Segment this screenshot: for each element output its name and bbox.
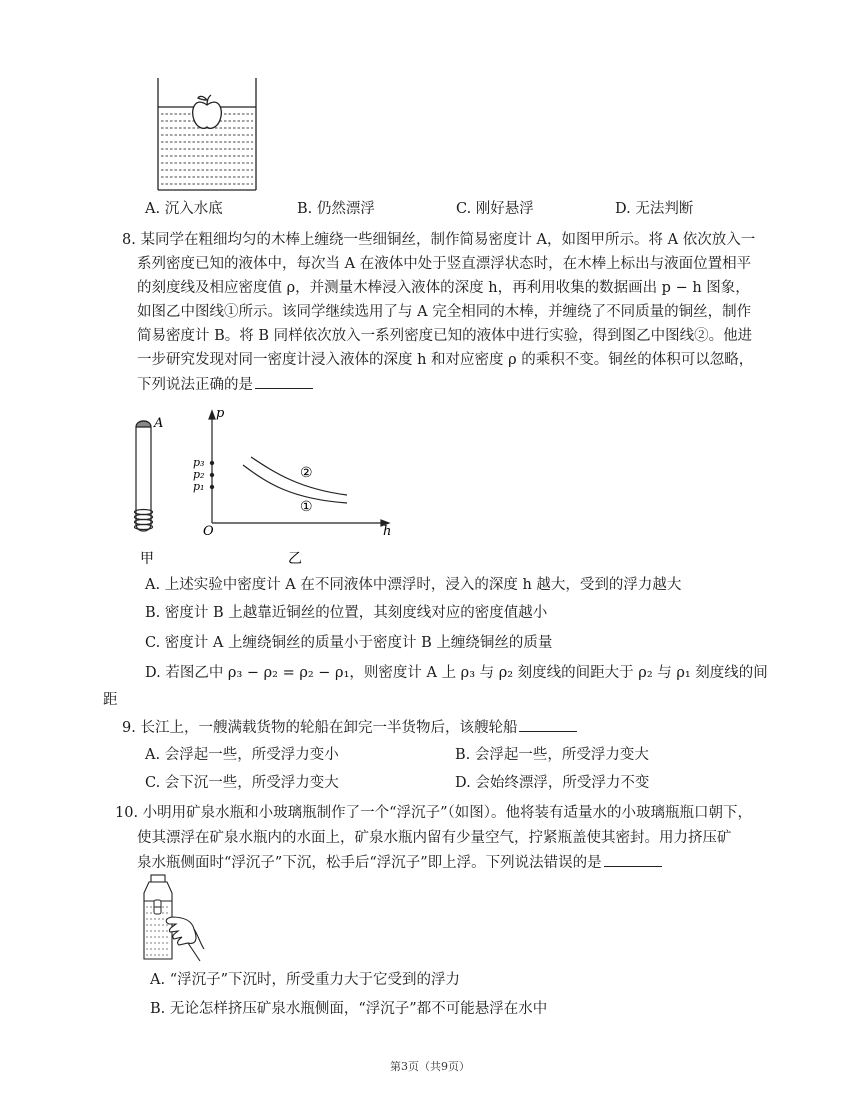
q7-option-d: D. 无法判断 (615, 201, 694, 217)
q7-option-b: B. 仍然漂浮 (297, 201, 375, 217)
answer-blank (519, 717, 577, 732)
q9-stem: 9. 长江上，一艘满载货物的轮船在卸完一半货物后，该艘轮船 (122, 717, 577, 738)
q9-option-a: A. 会浮起一些，所受浮力变小 (145, 747, 339, 763)
q8-option-d: D. 若图乙中 ρ₃ − ρ₂ = ρ₂ − ρ₁，则密度计 A 上 ρ₃ 与 ρ₂ 刻度线的间距大于 ρ₂ 与 ρ₁ 刻度线的间 (145, 665, 768, 681)
q7-option-c: C. 刚好悬浮 (456, 201, 534, 217)
answer-blank (604, 852, 662, 867)
q9-option-d: D. 会始终漂浮，所受浮力不变 (455, 775, 650, 791)
curve-2-label: ② (300, 465, 313, 481)
cartesian-diver-figure (136, 873, 206, 963)
q8-line-7: 下列说法正确的是 (137, 374, 313, 395)
q7-option-a: A. 沉入水底 (145, 201, 223, 217)
curve-1 (243, 465, 347, 503)
q8-option-d-cont: 距 (103, 692, 118, 708)
tick-p3: p₃ (193, 456, 205, 469)
q8-option-a: A. 上述实验中密度计 A 在不同液体中漂浮时，浸入的深度 h 越大，受到的浮力越大 (145, 577, 682, 593)
small-vial (154, 900, 161, 914)
tick-p1: p₁ (193, 480, 205, 493)
q10-option-a: A. “浮沉子”下沉时，所受重力大于它受到的浮力 (150, 972, 461, 988)
q10-line-3: 泉水瓶侧面时“浮沉子”下沉，松手后“浮沉子”即上浮。下列说法错误的是 (137, 852, 662, 873)
density-meter-rod (135, 421, 153, 531)
origin-label: O (203, 524, 214, 539)
q8-option-b: B. 密度计 B 上越靠近铜丝的位置，其刻度线对应的密度值越小 (145, 605, 548, 621)
q8-line-6: 一步研究发现对同一密度计浸入液体的深度 h 和对应密度 ρ 的乘积不变。铜丝的体积可以忽略， (137, 352, 754, 368)
q10-line-1: 10. 小明用矿泉水瓶和小玻璃瓶制作了一个“浮沉子”（如图）。他将装有适量水的小玻璃瓶瓶口朝下， (115, 805, 752, 821)
answer-blank (255, 374, 313, 389)
curve-1-label: ① (300, 499, 313, 515)
q8-option-c: C. 密度计 A 上缠绕铜丝的质量小于密度计 B 上缠绕铜丝的质量 (145, 635, 553, 651)
caption-yi: 乙 (288, 551, 302, 567)
q9-option-b: B. 会浮起一些，所受浮力变大 (455, 747, 649, 763)
apple-icon (193, 95, 222, 128)
beaker-apple-figure (150, 78, 262, 193)
caption-jia: 甲 (140, 551, 154, 567)
q8-figure (125, 405, 405, 570)
q10-option-b: B. 无论怎样挤压矿泉水瓶侧面，“浮沉子”都不可能悬浮在水中 (150, 1001, 548, 1017)
x-axis-label: h (383, 524, 392, 539)
q9-option-c: C. 会下沉一些，所受浮力变大 (145, 775, 339, 791)
curve-2 (251, 457, 347, 495)
q8-line-5: 简易密度计 B。将 B 同样依次放入一系列密度已知的液体中进行实验，得到图乙中图线②。他进 (137, 328, 753, 344)
q8-line-3: 的刻度线及相应密度值 ρ，并测量木棒浸入液体的深度 h，再利用收集的数据画出 p − h 图象， (137, 280, 750, 296)
q8-line-1: 8. 某同学在粗细均匀的木棒上缠绕一些细铜丝，制作简易密度计 A，如图甲所示。将 A 依次放入一 (122, 232, 756, 248)
q8-line-2: 系列密度已知的液体中，每次当 A 在液体中处于竖直漂浮状态时，在木棒上标出与液面位置相平 (137, 256, 752, 272)
page-footer: 第3页（共9页） (390, 1060, 470, 1073)
tick-p2: p₂ (193, 468, 205, 481)
rod-label: A (154, 416, 164, 431)
y-axis-label: p (216, 406, 225, 421)
q8-line-4: 如图乙中图线①所示。该同学继续选用了与 A 完全相同的木棒，并缠绕了不同质量的铜丝，制作 (137, 304, 752, 320)
q10-line-2: 使其漂浮在矿泉水瓶内的水面上，矿泉水瓶内留有少量空气，拧紧瓶盖使其密封。用力挤压矿 (137, 830, 732, 846)
